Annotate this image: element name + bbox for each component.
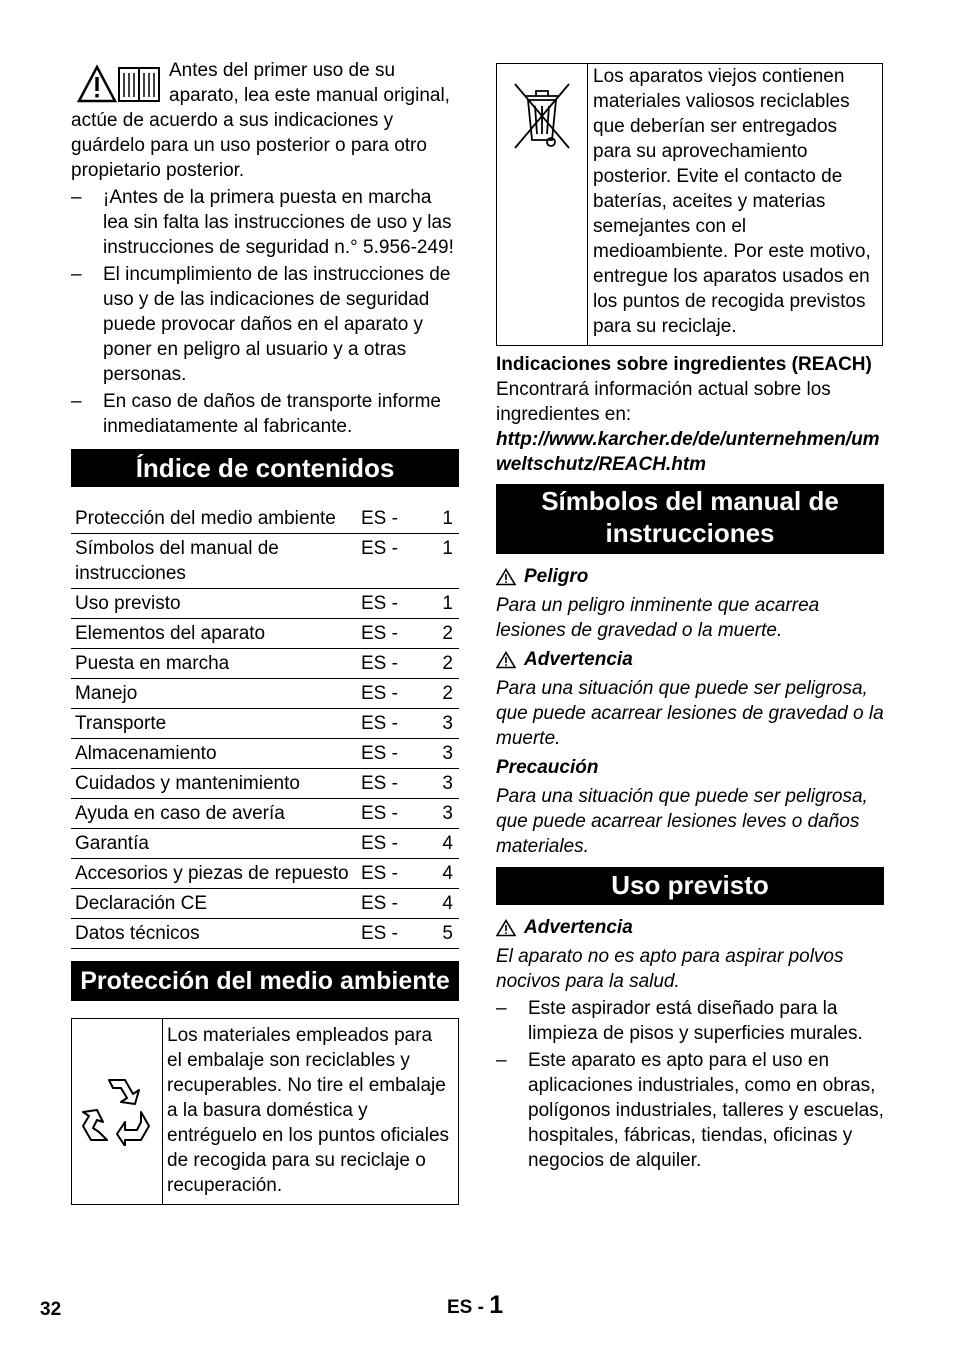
crossed-bin-icon xyxy=(511,78,573,152)
toc-entry-title: Garantía xyxy=(71,829,357,859)
peligro-label: Peligro xyxy=(524,566,589,587)
toc-entry-title: Elementos del aparato xyxy=(71,619,357,649)
toc-entry-title: Datos técnicos xyxy=(71,919,357,949)
warning-triangle-icon xyxy=(496,568,516,586)
list-item: – El incumplimiento de las instrucciones de uso y de las indicaciones de seguridad puede provocar daños en el aparato y poner en peligro al usuario y a otras personas. xyxy=(71,262,459,387)
toc-entry-prefix: ES - xyxy=(357,679,415,709)
toc-table xyxy=(71,504,459,949)
toc-entry-prefix: ES - xyxy=(357,859,415,889)
toc-entry-title: Protección del medio ambiente xyxy=(71,504,357,534)
toc-entry-title: Accesorios y piezas de repuesto xyxy=(71,859,357,889)
toc-entry-page: 1 xyxy=(415,589,459,619)
manual-book-icon xyxy=(117,64,161,104)
advertencia-text: Para una situación que puede ser peligrosa, que puede acarrear lesiones de gravedad o la muerte. xyxy=(496,678,884,749)
toc-entry-prefix: ES - xyxy=(357,504,415,534)
intro-block xyxy=(71,58,459,183)
recycle-icon xyxy=(79,1070,155,1146)
weee-box xyxy=(496,63,883,346)
warning-triangle-icon xyxy=(496,919,516,937)
table-row[interactable] xyxy=(71,504,459,534)
weee-icon-cell xyxy=(497,64,588,346)
table-row[interactable] xyxy=(71,739,459,769)
table-row[interactable] xyxy=(71,709,459,739)
env-box-text: Los materiales empleados para el embalaje son reciclables y recuperables. No tire el embalaje a la basura doméstica y entréguelo en los puntos oficiales de recogida para su reciclaje o recuperación. xyxy=(163,1019,459,1205)
toc-entry-title: Transporte xyxy=(71,709,357,739)
warning-triangle-icon xyxy=(496,651,516,669)
reach-text: Encontrará información actual sobre los ingredientes en: xyxy=(496,379,831,425)
toc-entry-page: 2 xyxy=(415,649,459,679)
table-row[interactable] xyxy=(71,829,459,859)
reach-heading: Indicaciones sobre ingredientes (REACH) xyxy=(496,354,872,375)
toc-entry-page: 2 xyxy=(415,679,459,709)
toc-entry-page: 3 xyxy=(415,799,459,829)
toc-entry-prefix: ES - xyxy=(357,589,415,619)
reach-link[interactable]: http://www.karcher.de/de/unternehmen/umweltschutz/REACH.htm xyxy=(496,429,880,475)
table-row[interactable] xyxy=(71,649,459,679)
advertencia-label-row xyxy=(496,647,884,672)
table-row[interactable] xyxy=(71,589,459,619)
table-row[interactable] xyxy=(71,889,459,919)
uso-heading: Uso previsto xyxy=(496,867,884,905)
toc-entry-page: 4 xyxy=(415,859,459,889)
right-column xyxy=(496,63,884,1173)
table-row[interactable] xyxy=(71,919,459,949)
intro-text: Antes del primer uso de su aparato, lea este manual original, actúe de acuerdo a sus indicaciones y guárdelo para un uso posterior o para otro propietario posterior. xyxy=(71,60,450,181)
toc-entry-title: Manejo xyxy=(71,679,357,709)
toc-entry-title: Almacenamiento xyxy=(71,739,357,769)
list-item: – ¡Antes de la primera puesta en marcha lea sin falta las instrucciones de uso y las instrucciones de seguridad n.° 5.956-249! xyxy=(71,185,459,260)
toc-entry-title: Símbolos del manual de instrucciones xyxy=(71,534,357,589)
precaucion-text: Para una situación que puede ser peligrosa, que puede acarrear lesiones leves o daños materiales. xyxy=(496,786,868,857)
toc-entry-title: Ayuda en caso de avería xyxy=(71,799,357,829)
table-row[interactable] xyxy=(71,799,459,829)
precaucion-label: Precaución xyxy=(496,757,599,778)
intro-icons xyxy=(71,62,163,106)
toc-entry-prefix: ES - xyxy=(357,709,415,739)
table-row[interactable] xyxy=(71,769,459,799)
toc-entry-page: 1 xyxy=(415,504,459,534)
toc-entry-page: 2 xyxy=(415,619,459,649)
toc-entry-prefix: ES - xyxy=(357,649,415,679)
advertencia-label: Advertencia xyxy=(524,649,633,670)
toc-entry-title: Declaración CE xyxy=(71,889,357,919)
toc-entry-page: 1 xyxy=(415,534,459,589)
table-row[interactable] xyxy=(71,859,459,889)
section-page-label xyxy=(447,1293,503,1320)
uso-warning-label: Advertencia xyxy=(524,917,633,938)
env-box xyxy=(71,1018,459,1205)
toc-entry-title: Uso previsto xyxy=(71,589,357,619)
peligro-label-row xyxy=(496,564,884,589)
env-heading: Protección del medio ambiente xyxy=(71,961,459,1001)
toc-entry-prefix: ES - xyxy=(357,739,415,769)
toc-entry-prefix: ES - xyxy=(357,534,415,589)
toc-entry-page: 3 xyxy=(415,709,459,739)
toc-entry-prefix: ES - xyxy=(357,799,415,829)
symbols-heading: Símbolos del manual de instrucciones xyxy=(496,484,884,554)
toc-entry-prefix: ES - xyxy=(357,919,415,949)
toc-entry-page: 5 xyxy=(415,919,459,949)
uso-warning-text: El aparato no es apto para aspirar polvos nocivos para la salud. xyxy=(496,946,844,992)
toc-entry-page: 4 xyxy=(415,889,459,919)
list-item: – Este aspirador está diseñado para la limpieza de pisos y superficies murales. xyxy=(496,996,884,1046)
toc-entry-page: 3 xyxy=(415,739,459,769)
toc-entry-prefix: ES - xyxy=(357,619,415,649)
env-icon-cell xyxy=(72,1019,163,1205)
page-number: 32 xyxy=(40,1299,62,1320)
toc-heading: Índice de contenidos xyxy=(71,449,459,487)
table-row[interactable] xyxy=(71,679,459,709)
table-row[interactable] xyxy=(71,619,459,649)
toc-entry-prefix: ES - xyxy=(357,829,415,859)
left-column xyxy=(71,58,459,1205)
intro-bullet-list xyxy=(71,185,459,439)
toc-entry-title: Puesta en marcha xyxy=(71,649,357,679)
toc-entry-page: 4 xyxy=(415,829,459,859)
toc-entry-prefix: ES - xyxy=(357,889,415,919)
toc-entry-page: 3 xyxy=(415,769,459,799)
weee-box-text: Los aparatos viejos contienen materiales valiosos reciclables que deberían ser entregados para su aprovechamiento posterior. Evite el contacto de baterías, aceites y materias semejantes con el medioambiente. Por este motivo, entregue los aparatos usados en los puntos de recogida previstos para su reciclaje. xyxy=(588,64,883,346)
toc-entry-prefix: ES - xyxy=(357,769,415,799)
toc-entry-title: Cuidados y mantenimiento xyxy=(71,769,357,799)
warning-triangle-icon xyxy=(77,64,117,104)
table-row[interactable] xyxy=(71,534,459,589)
peligro-text: Para un peligro inminente que acarrea lesiones de gravedad o la muerte. xyxy=(496,595,820,641)
section-page-number: 1 xyxy=(489,1291,504,1319)
lang-prefix: ES - xyxy=(447,1297,484,1318)
list-item: – En caso de daños de transporte informe inmediatamente al fabricante. xyxy=(71,389,459,439)
uso-warning-label-row xyxy=(496,915,884,940)
list-item: – Este aparato es apto para el uso en aplicaciones industriales, como en obras, polígonos industriales, talleres y escuelas, hospitales, fábricas, tiendas, oficinas y negocios de alquiler. xyxy=(496,1048,884,1173)
uso-bullet-list xyxy=(496,996,884,1173)
